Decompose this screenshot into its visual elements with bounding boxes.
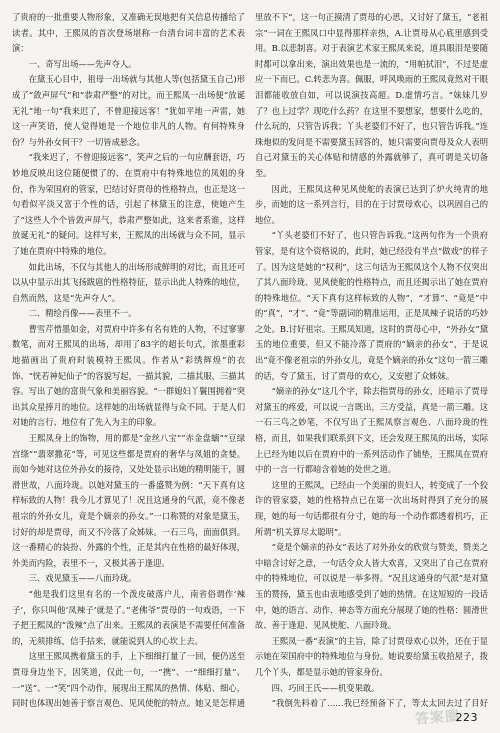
paragraph: 曹雪芹惜墨如金，对贾府中许多有名有姓的人物，不过寥寥数笔，而对王熙凤的出场，却用了83字的超长句式，浓墨重彩地描画出了贵府时装模特王熙凤。作者从“彩绣辉煌”的衣饰、“恍若神妃仙子”的容貌写起，一描其貌，二描其服，三描其容。写出了她的富贵气象和美丽容貌。“一群媳妇丫鬟围拥着”突出其众星捧月的地位。这样她的出场就显得与众不同。于是人们对她的言行、地位有了先入为主的印象。: [12, 323, 245, 428]
text-columns: [12, 10, 488, 710]
paragraph: 这里的王熙凤，已经由一个美丽的贵妇人，转变成了一个狡诈的管家婆，她的性格特点已在第一次出场时得到了充分的展现，她的每一句话都很有分寸，她的每一个动作都透着机巧，正所谓“机关算尽太聪明”。: [255, 479, 488, 537]
right-column: [255, 10, 488, 710]
paragraph: “丫头老婆们不好了，也只管告诉我。”这两句作为一个贵府管家，是有这个资格说的，此时，她已经没有半点“做戏”的样子了。因为这是她的“权利”，这三句话为王熙凤这个人物不仅突出了其八面玲珑、见风使舵的性格特点，而且还揭示出了她在贾府的特殊地位。“天下真有这样标致的人物”，“才算”、“竟是”中的“真”，“才”、“竟”等副词的精准运用，正是凤辣子说话的巧妙之处。B.讨好祖宗。王熙凤知道，这时的贾母心中，“外孙女”黛玉的地位重要，但又不能冷落了贾府的“嫡亲的孙女”，于是说出“竟不像老祖宗的外孙女儿，竟是个嫡亲的孙女”这句一箭三雕的话，夸了黛玉，讨了贾母的欢心，又安慰了众姊妹。: [255, 230, 488, 381]
paragraph: “竟是个嫡亲的孙女”表达了对外孙女的欣赏与赞美，赞美之中暗含讨好之意，一句话令众人皆大欢喜，又突出了自己在贾府中的特殊地位，可以说是一举多得。“况且这通身的气派”是对黛玉的赞扬，黛玉也由衷地感受到了她的热情。在这短短的一段话中，她的语言、动作、神态等方面充分展现了她的性格：圆滑世故、善于逢迎、见风使舵、八面玲珑。: [255, 542, 488, 631]
section-heading: 一、奇写出场——先声夺人。: [28, 58, 137, 69]
paragraph: “我倒先料着了……我已经预备下了，等太太回去过了目好: [271, 698, 488, 709]
paragraph: 王熙凤身上的饰物，用的都是“金丝八宝”“赤金盘螭”“豆绿宫绦”“翡翠撒花”等，可见这些都是贾府的奢华与凤姐的贪婪。而如今她对这位外孙女的接待，又处处显示出她的精明能干，圆滑世故，八面玲珑。以她对黛玉的一番盛赞为例：“天下真有这样标致的人物！我今儿才算见了！况且这通身的气派，竟不像老祖宗的外孙女儿，竟是个嫡亲的孙女。”一口称赞的对象是黛玉，讨好的却是贾母，而又不冷落了众姊妹。一石三鸟，面面俱到。这一番精心的装扮、外露的个性，正是其内在性格的最好体现，外美而内险，表里不一，又极其善于逢迎。: [12, 433, 245, 568]
paragraph: “嫡亲的孙女”这几个字，除去指贾母的孙女，还暗示了贾母对黛玉的疼爱，可以说一言既出，三方受益，真是一箭三雕。这一石三鸟之妙笔，不仅写出了王熙凤察言观色、八面玲珑的性格，而且，如果我们联系到下文，还会发现王熙凤的出场，实际上已经为她以后在贾府中的一系列活动作了铺垫，王熙凤在贾府中的一言一行都暗含着她的处世之道。: [255, 386, 488, 475]
paragraph: 这里王熙凤携着黛玉的手，上下细细打量了一回，便仍送至贾母身边坐下，因笑道，仅此一句，一“携”、一“细细打量”、一“送”、一“笑”四个动作，展现出王熙凤的热情、体贴、细心，同时也体现出她善于察言观色、见风使舵的特点。她又是怎样通: [12, 651, 245, 709]
section-heading: 三、戏见黛玉——八面玲珑。: [28, 573, 137, 584]
section-heading: 四、巧回王氏——机变果敢。: [271, 682, 380, 693]
paragraph: 王熙凤一番“表演”的主旨，除了讨贾母欢心以外，还在于显示她在荣国府中的特殊地位与身份。她说要给黛玉收拾屋子，拨几个丫头，都是显示她的管家身份。: [255, 635, 488, 677]
paragraph: 了贵府的一批重要人物形象，又准确无误地把有关信息传播给了读者。其中，王熙凤的首次登场堪称一台清台词丰富的艺术表演：: [12, 12, 245, 54]
paragraph: “我来迟了，不曾迎接远客”，笑声之后的一句应酬套语，巧妙地反映出这位随便惯了的、在贾府中有特殊地位的凤姐的身份，作为荣国府的管家，巴结讨好贾母的性格特点，也正是这一句看似平淡又富于个性的话，引起了林黛玉的注意，使她产生了“这些人个个皆敛声屏气，恭肃严整如此，这来者系谁，这样放诞无礼”的疑问。这样写来，王熙凤的出场就与众不同，显示了她在贾府中特殊的地位。: [12, 152, 245, 256]
watermark: 答案圈: [414, 708, 461, 728]
section-heading: 二、精绘肖像——表里不一。: [28, 308, 137, 319]
paragraph: 如此出场，不仅与其他人的出场形成鲜明的对比，而且还可以从中显示出其飞扬跋扈的性格特征，显示出此人特殊的地位，自然而然，这是“先声夺人”。: [12, 261, 245, 303]
paragraph: “他是我们这里有名的一个泼皮破落户儿，南省俗谓作‘辣子’，你只叫他‘凤辣子’就是了。”老佛爷”贾母的一句戏语，一下子把王熙凤的“泼辣”点了出来。王熙凤的表演是不需要任何准备的，无须排练，信手拈来，就能说到人的心坎上去。: [12, 588, 245, 646]
page-number: 223: [455, 711, 478, 724]
paragraph: 因此，王熙凤这种见风使舵的表演已达到了炉火纯青的地步，而她的这一系列言行，目的在于讨贾母欢心，以巩固自己的地位。: [255, 183, 488, 225]
left-column: [12, 10, 245, 710]
paragraph: 在黛玉心目中，祖母一出场就与其他人等(包括黛玉自己)形成了“敛声屏气”和“恭肃严整”的对比，而王熙凤一出场便“放诞无礼”地一句“我来迟了，不曾迎接远客！”犹如平地一声雷，她这一声笑语，使人觉得她是一个地位非凡的人物。有何特殊身份？与外孙女何干？一切皆成悬念。: [12, 74, 245, 147]
paragraph: 里放不下”，这一句正摸清了贾母的心思，又讨好了黛玉，“老祖宗”一词在王熙凤口中显得那样亲热，A.让贾母从心底里感到受用。B.以悲制喜。对于表演艺术家王熙凤来说，道具眼泪是要随时都可以拿出来，演出效果也是一流的，“用帕拭泪”，不过是虚应一下而已。C.转悲为喜。佩服，呼风唤雨的王熙凤竟然对干眼泪都能收放自如，可以说演技高超。D.虚情巧言。“妹妹几岁了？也上过学？现吃什么药？在这里不要想家，想要什么吃的，什么玩的，只管告诉我；丫头老婆们不好了，也只管告诉我。”连珠炮似的发问是不需要黛玉回答的，她只需要向贾母及众人表明自己对黛玉的关心体贴和情感的外露就够了，真可谓是关切备至。: [255, 12, 488, 178]
